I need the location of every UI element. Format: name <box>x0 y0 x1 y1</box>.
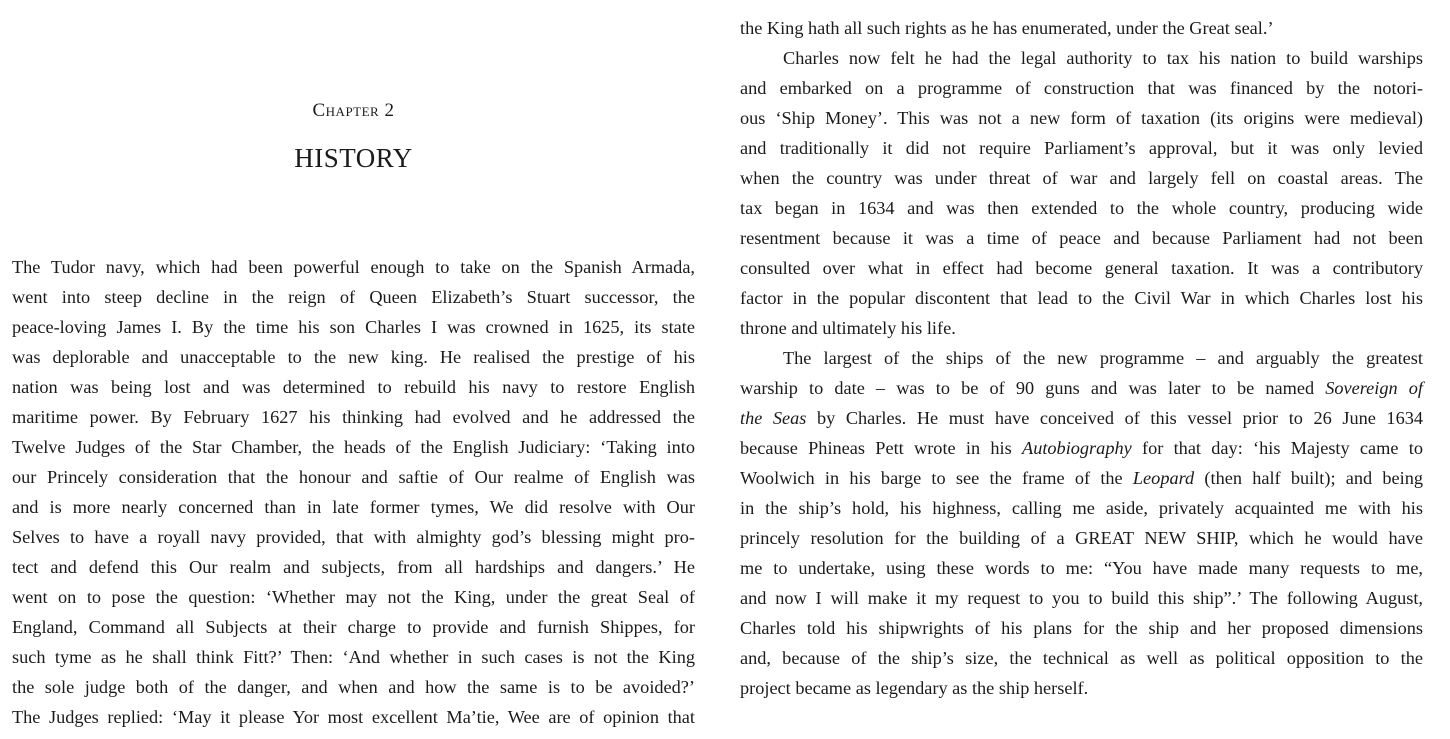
italic-title: Autobiography <box>1022 438 1132 458</box>
right-body-text <box>740 13 1423 703</box>
left-page <box>12 0 695 739</box>
text-line: consulted over what in effect had become general taxation. It was a contributory <box>740 258 1423 278</box>
text-line: peace-loving James I. By the time his son Charles I was crowned in 1625, its state <box>12 317 695 337</box>
paragraph-start-line: Charles now felt he had the legal authority to tax his nation to build warships <box>783 48 1423 68</box>
text-line: The Judges replied: ‘May it please Yor most excellent Ma’tie, Wee are of opinion that <box>12 707 695 727</box>
text-line: The Tudor navy, which had been powerful enough to take on the Spanish Armada, <box>12 257 695 277</box>
left-body-text <box>12 252 695 732</box>
text-line: such tyme as he shall think Fitt?’ Then: ‘And whether in such cases is not the King <box>12 647 695 667</box>
text-line: project became as legendary as the ship herself. <box>740 678 1089 698</box>
right-page <box>740 0 1423 739</box>
text-line: factor in the popular discontent that lead to the Civil War in which Charles lost his <box>740 288 1423 308</box>
text-line: Charles told his shipwrights of his plans for the ship and her proposed dimensions <box>740 618 1423 638</box>
text-line: nation was being lost and was determined to rebuild his navy to restore English <box>12 377 695 397</box>
text-line: went into steep decline in the reign of Queen Elizabeth’s Stuart successor, the <box>12 287 695 307</box>
text-line: and now I will make it my request to you to build this ship”.’ The following August, <box>740 588 1423 608</box>
text-line: tax began in 1634 and was then extended to the whole country, producing wide <box>740 198 1423 218</box>
text-line: me to undertake, using these words to me: “You have made many requests to me, <box>740 558 1423 578</box>
text-line: and embarked on a programme of construction that was financed by the notori- <box>740 78 1423 98</box>
text-line: warship to date – was to be of 90 guns and was later to be named Sovereign of <box>740 378 1423 398</box>
text-line: Twelve Judges of the Star Chamber, the heads of the English Judiciary: ‘Taking into <box>12 437 695 457</box>
text-line: and traditionally it did not require Parliament’s approval, but it was only levied <box>740 138 1423 158</box>
italic-title: the Seas <box>740 408 807 428</box>
text-line: throne and ultimately his life. <box>740 318 956 338</box>
text-line: the sole judge both of the danger, and when and how the same is to be avoided?’ <box>12 677 695 697</box>
text-line: Woolwich in his barge to see the frame of the Leopard (then half built); and being <box>740 468 1423 488</box>
text-line: Selves to have a royall navy provided, that with almighty god’s blessing might pro- <box>12 527 695 547</box>
text-line: went on to pose the question: ‘Whether may not the King, under the great Seal of <box>12 587 695 607</box>
text-line: the Seas by Charles. He must have conceived of this vessel prior to 26 June 1634 <box>740 408 1423 428</box>
text-line: was deplorable and unacceptable to the new king. He realised the prestige of his <box>12 347 695 367</box>
text-line: our Princely consideration that the honour and saftie of Our realme of English was <box>12 467 695 487</box>
paragraph-start-line: The largest of the ships of the new programme – and arguably the greatest <box>783 348 1423 368</box>
text-line: ous ‘Ship Money’. This was not a new form of taxation (its origins were medieval) <box>740 108 1423 128</box>
chapter-label: Chapter 2 <box>312 100 395 121</box>
text-line: princely resolution for the building of a GREAT NEW SHIP, which he would have <box>740 528 1423 548</box>
text-line: tect and defend this Our realm and subjects, from all hardships and dangers.’ He <box>12 557 695 577</box>
text-line: when the country was under threat of war and largely fell on coastal areas. The <box>740 168 1423 188</box>
text-line: England, Command all Subjects at their charge to provide and furnish Shippes, for <box>12 617 695 637</box>
text-line: because Phineas Pett wrote in his Autobiography for that day: ‘his Majesty came to <box>740 438 1423 458</box>
text-line: maritime power. By February 1627 his thinking had evolved and he addressed the <box>12 407 695 427</box>
italic-title: Sovereign of <box>1325 378 1423 398</box>
text-line: and is more nearly concerned than in late former tymes, We did resolve with Our <box>12 497 695 517</box>
chapter-title: HISTORY <box>294 143 413 173</box>
text-line: in the ship’s hold, his highness, calling me aside, privately acquainted me with his <box>740 498 1423 518</box>
italic-title: Leopard <box>1132 468 1195 488</box>
text-line: and, because of the ship’s size, the technical as well as political opposition to the <box>740 648 1423 668</box>
text-line: the King hath all such rights as he has enumerated, under the Great seal.’ <box>740 18 1274 38</box>
text-line: resentment because it was a time of peace and because Parliament had not been <box>740 228 1423 248</box>
